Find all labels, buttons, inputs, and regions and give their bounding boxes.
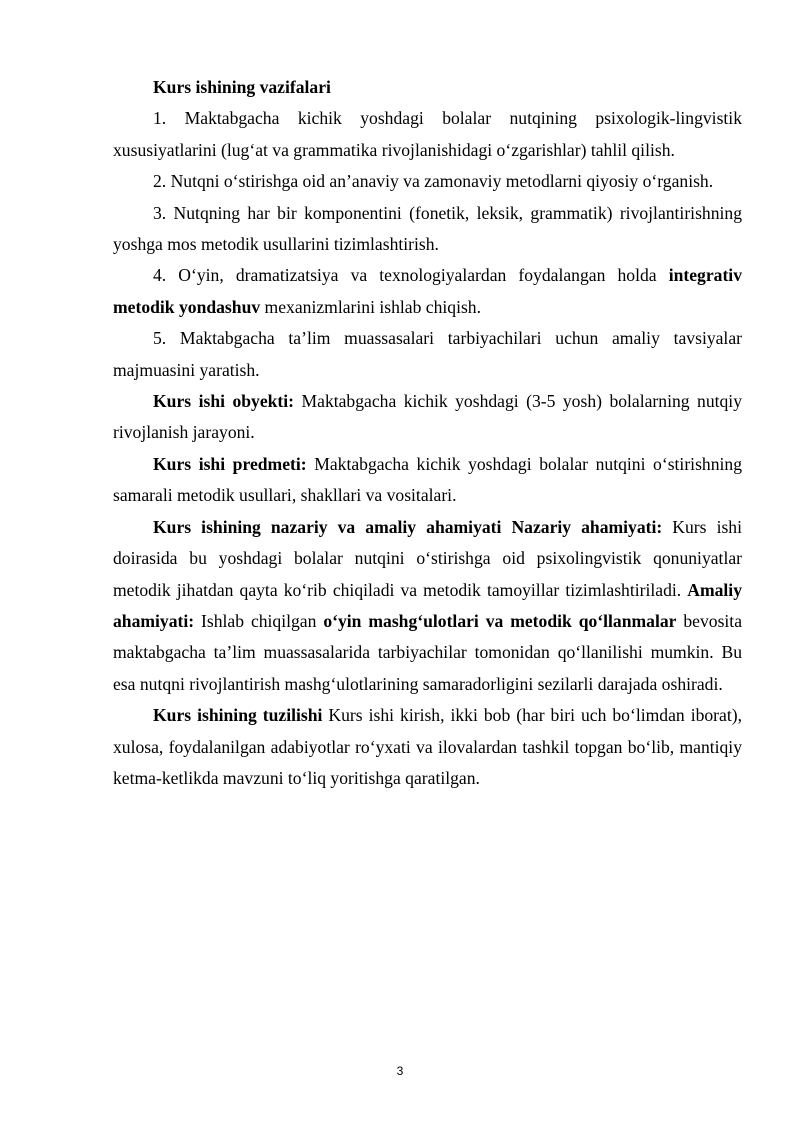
page-number: 3 bbox=[396, 1064, 404, 1078]
task-item-5: 5. Maktabgacha ta’lim muassasalari tarbiyachilari uchun amaliy tavsiyalar majmuasini yaratish. bbox=[113, 328, 742, 380]
task-item-4-text: 4. O‘yin, dramatizatsiya va texnologiyalardan foydalangan holda bbox=[153, 265, 669, 286]
research-subject bbox=[113, 449, 742, 512]
practical-label: Amaliy ahamiyati: bbox=[113, 579, 742, 631]
task-item-2: 2. Nutqni o‘stirishga oid an’anaviy va zamonaviy metodlarni qiyosiy o‘rganish. bbox=[153, 171, 714, 192]
practical-emphasis: o‘yin mashg‘ulotlari va metodik qo‘llanmalar bbox=[323, 610, 677, 631]
task-item-4-tail: mexanizmlarini ishlab chiqish. bbox=[260, 296, 482, 317]
significance-label: Kurs ishining nazariy va amaliy ahamiyati Nazariy ahamiyati: bbox=[153, 516, 663, 537]
structure-paragraph bbox=[113, 700, 742, 794]
research-subject-text: Maktabgacha kichik yoshdagi bolalar nutqini o‘stirishning samarali metodik usullari, shakllari va vositalari. bbox=[113, 453, 742, 506]
practical-text-2: bevosita maktabgacha ta’lim muassasalarida tarbiyachilar tomonidan qo‘llanilishi mumkin. Bu esa nutqni rivojlantirish mashg‘ulotlarining samaradorligini sezilarli darajada oshiradi. bbox=[113, 610, 743, 694]
significance-paragraph bbox=[113, 512, 742, 700]
research-object-label: Kurs ishi obyekti: bbox=[153, 391, 295, 412]
task-item-4 bbox=[113, 260, 742, 323]
task-item-4-emphasis: integrativ metodik yondashuv bbox=[113, 265, 742, 317]
research-object bbox=[113, 386, 742, 449]
task-item-3: 3. Nutqning har bir komponentini (fonetik, leksik, grammatik) rivojlantirishning yoshga mos metodik usullarini tizimlashtirish. bbox=[113, 202, 742, 255]
task-item-1: 1. Maktabgacha kichik yoshdagi bolalar nutqining psixologik-lingvistik xususiyatlarini (lug‘at va grammatika rivojlanishidagi o‘zgarishlar) tahlil qilish. bbox=[113, 108, 742, 160]
structure-label: Kurs ishining tuzilishi bbox=[153, 705, 323, 726]
structure-text: Kurs ishi kirish, ikki bob (har biri uch bo‘limdan iborat), xulosa, foydalanilgan adabiyotlar ro‘yxati va ilovalardan tashkil topgan bo‘lib, mantiqiy ketma-ketlikda mavzuni to‘liq yoritishga qaratilgan. bbox=[113, 705, 742, 788]
document-page bbox=[113, 72, 742, 794]
practical-text-1: Ishlab chiqilgan bbox=[194, 610, 324, 631]
research-object-text: Maktabgacha kichik yoshdagi (3-5 yosh) bolalarning nutqiy rivojlanish jarayoni. bbox=[113, 391, 742, 443]
theory-text: Kurs ishi doirasida bu yoshdagi bolalar nutqini o‘stirishga oid psixolingvistik qonuniyatlar metodik jihatdan qayta ko‘rib chiqiladi va metodik tamoyillar tizimlashtiriladi. bbox=[113, 516, 742, 600]
research-subject-label: Kurs ishi predmeti: bbox=[153, 453, 307, 474]
section-heading: Kurs ishining vazifalari bbox=[153, 77, 331, 97]
